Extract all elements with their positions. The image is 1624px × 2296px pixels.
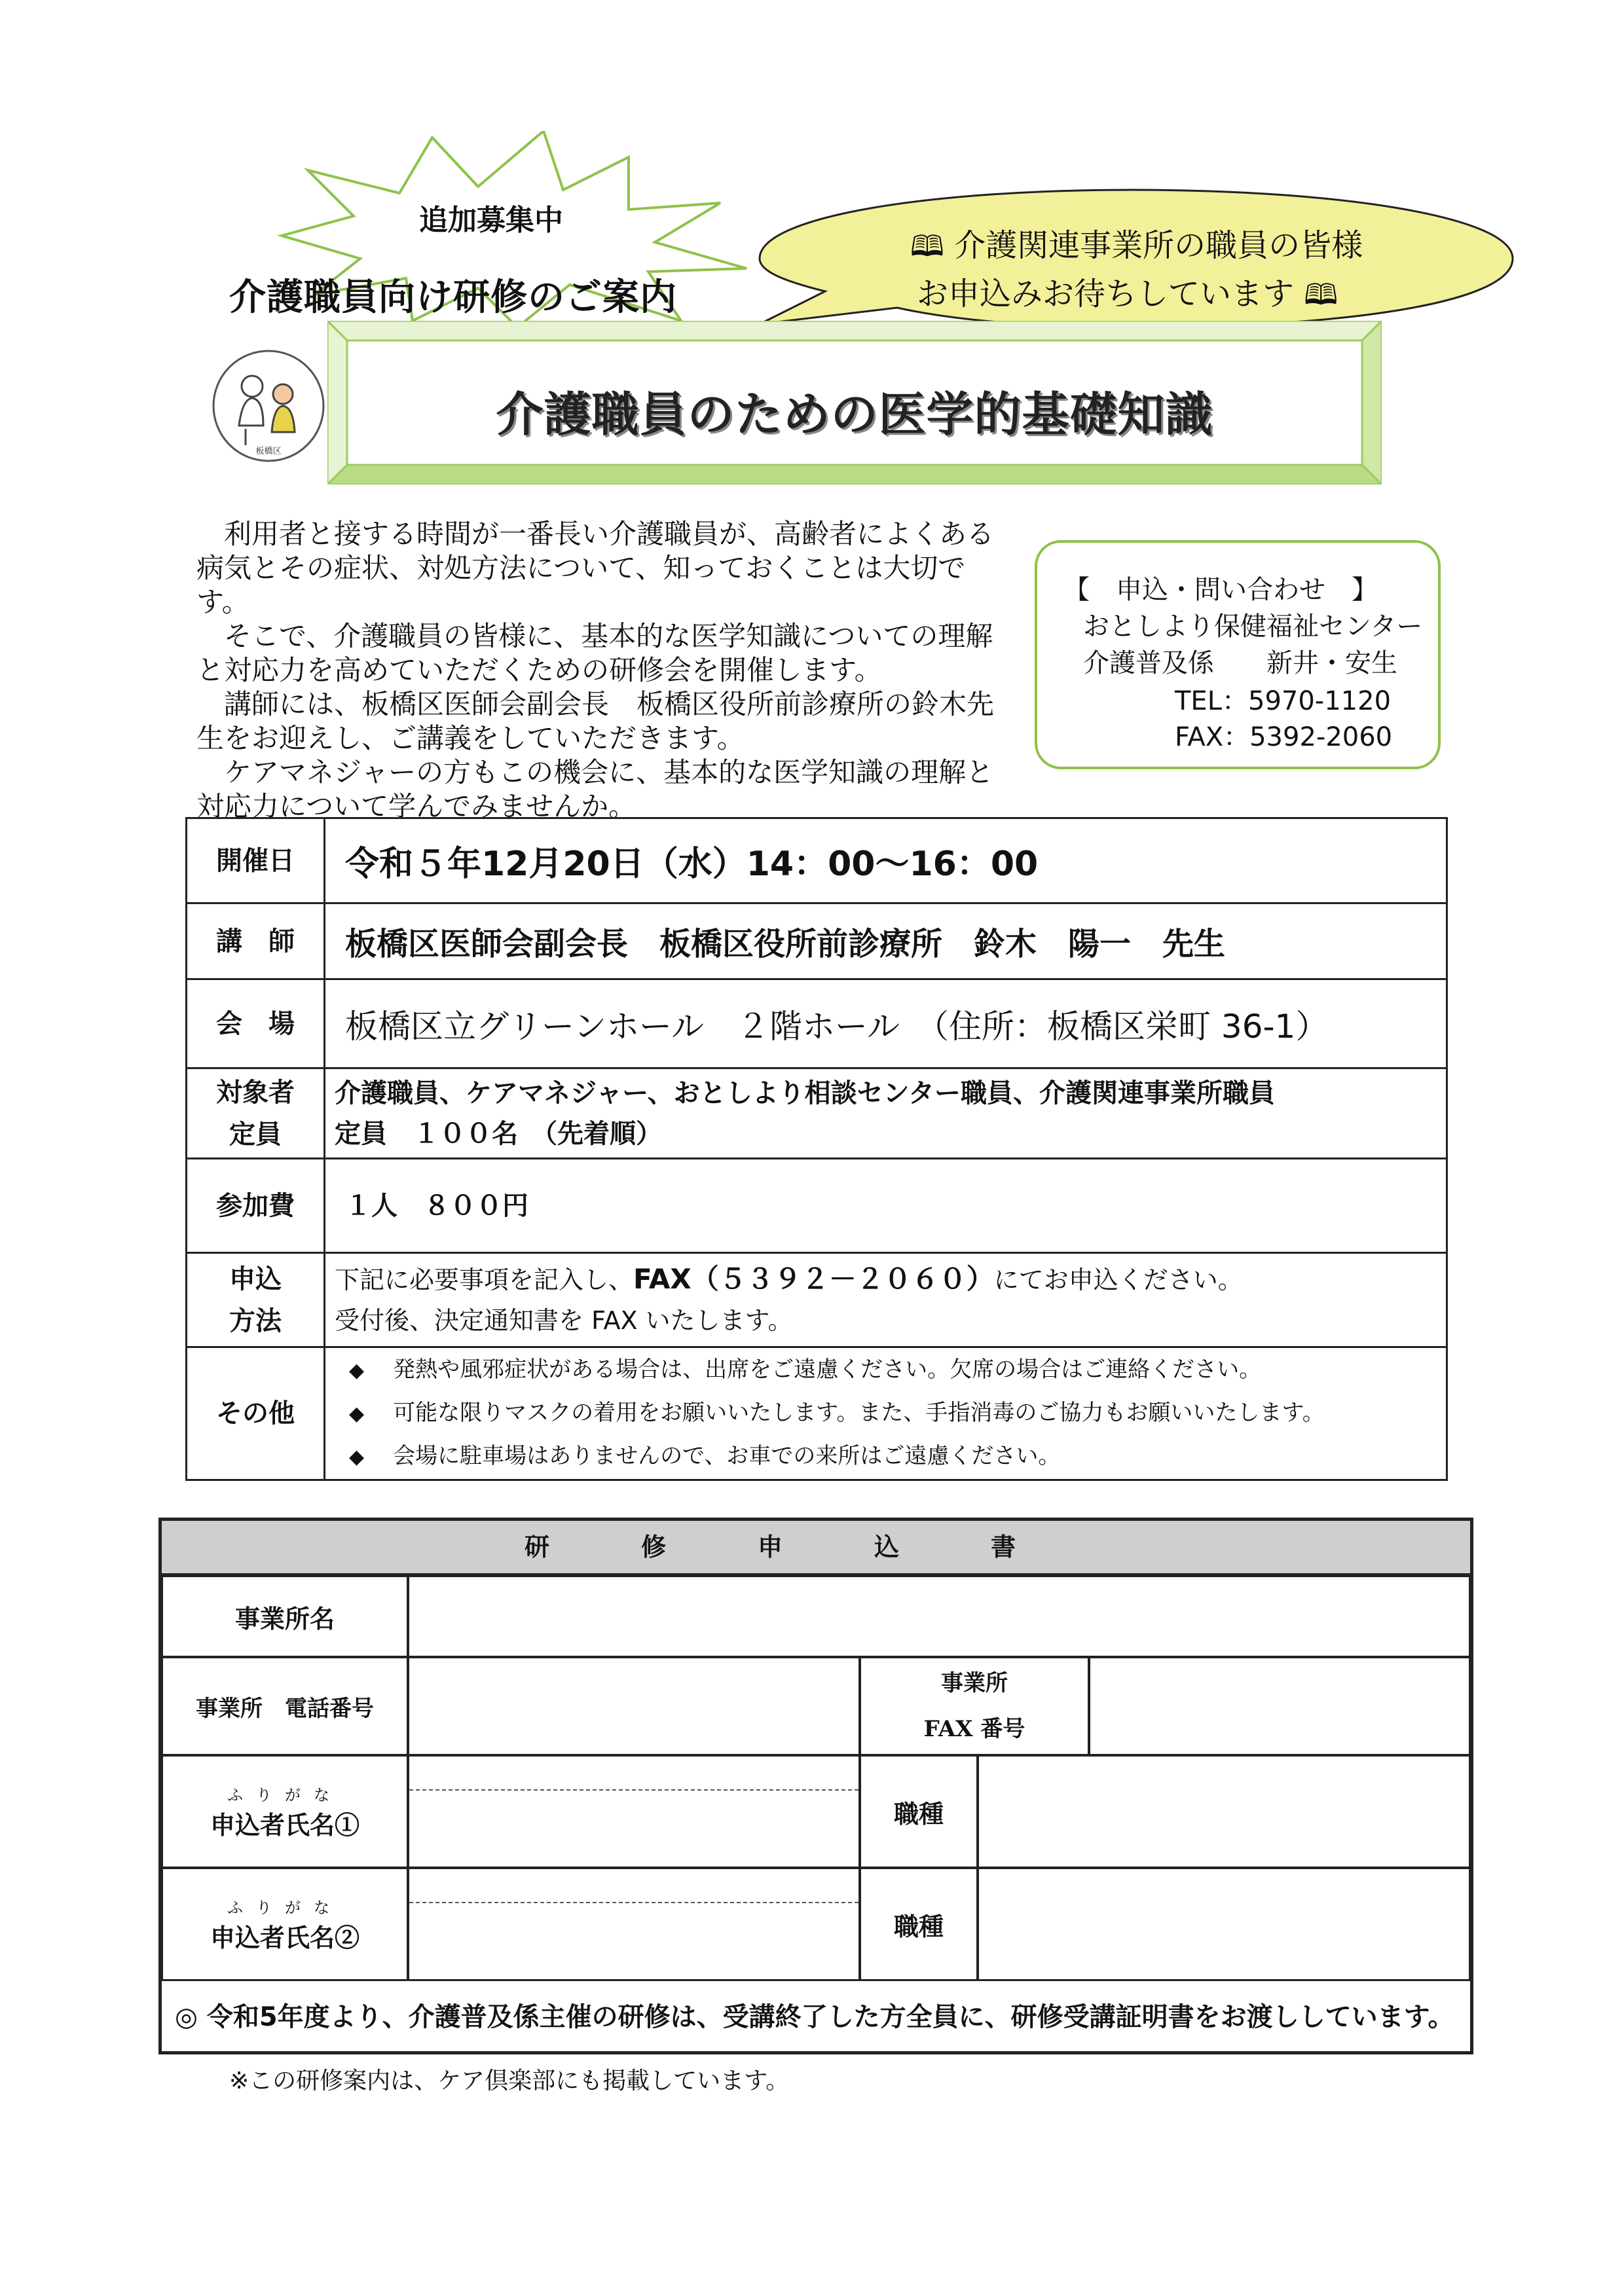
target-label — [187, 1068, 325, 1159]
applicant1-label-text: 申込者氏名① — [210, 1810, 360, 1840]
open-book-icon: 🕮 — [1304, 278, 1338, 312]
mascot-caption: 板橋区 — [255, 446, 282, 456]
info-row-method — [187, 1253, 1447, 1347]
bubble-text-1: 介護関連事業所の職員の皆様 — [954, 227, 1363, 264]
intro-paragraph — [196, 517, 1015, 824]
target-value: 介護職員、ケアマネジャー、おとしより相談センター職員、介護関連事業所職員 — [335, 1078, 1275, 1108]
date-value: 令和５年12月20日（水）14：00～16：00 — [325, 818, 1447, 903]
intro-line: 対応力について学んでみませんか。 — [196, 790, 637, 822]
office-fax-label-1: 事業所 — [941, 1670, 1008, 1696]
office-fax-label — [860, 1657, 1089, 1755]
job1-label: 職種 — [860, 1755, 978, 1868]
contact-heading: 【 申込・問い合わせ 】 — [1063, 575, 1378, 605]
intro-line: そこで、介護職員の皆様に、基本的な医学知識についての理解 — [196, 620, 993, 652]
method-line-2: 受付後、決定通知書を FAX いたします。 — [335, 1306, 793, 1335]
fee-value: １人 ８００円 — [325, 1159, 1447, 1253]
other-label: その他 — [187, 1347, 325, 1480]
diamond-bullet-icon: ◆ — [349, 1402, 365, 1425]
applicant1-name-field[interactable] — [408, 1755, 860, 1868]
job1-field[interactable] — [978, 1755, 1470, 1868]
contact-fax: FAX：5392-2060 — [1175, 722, 1393, 752]
target-label-1: 対象者 — [216, 1077, 295, 1108]
furigana-label: ふりがな — [227, 1786, 342, 1804]
applicant1-label — [162, 1755, 408, 1868]
other-list — [325, 1347, 1447, 1480]
other-item — [349, 1349, 1445, 1392]
event-info-table — [185, 817, 1448, 1481]
lecturer-label: 講 師 — [187, 903, 325, 979]
furigana-label: ふりがな — [227, 1899, 342, 1917]
method-label-1: 申込 — [229, 1264, 282, 1294]
applicant2-label-text: 申込者氏名② — [210, 1923, 360, 1952]
venue-value: 板橋区立グリーンホール ２階ホール （住所：板橋区栄町 36-1） — [325, 979, 1447, 1068]
job2-field[interactable] — [978, 1868, 1470, 1980]
application-form — [158, 1518, 1473, 2054]
other-item-text: 可能な限りマスクの着用をお願いいたします。また、手指消毒のご協力もお願いいたします。 — [393, 1400, 1325, 1426]
applicant2-name-field[interactable] — [408, 1868, 860, 1980]
diamond-bullet-icon: ◆ — [349, 1359, 365, 1382]
other-item-text: 会場に駐車場はありませんので、お車での来所はご遠慮ください。 — [393, 1443, 1061, 1469]
bubble-line-2 — [917, 268, 1338, 323]
office-fax-field[interactable] — [1089, 1657, 1470, 1755]
fee-label: 参加費 — [187, 1159, 325, 1253]
contact-org: おとしより保健福祉センター — [1083, 611, 1423, 642]
page-title: 介護職員向け研修のご案内 — [229, 276, 677, 319]
office-tel-field[interactable] — [408, 1657, 860, 1755]
office-name-label: 事業所名 — [162, 1576, 408, 1657]
contact-staff: 介護普及係 新井・安生 — [1083, 648, 1397, 678]
method-value-cell — [325, 1253, 1447, 1347]
recruiting-badge-text: 追加募集中 — [419, 204, 563, 237]
target-value-cell — [325, 1068, 1447, 1159]
date-label: 開催日 — [187, 818, 325, 903]
info-row-lecturer — [187, 903, 1447, 979]
furigana-divider — [409, 1902, 858, 1903]
intro-line: 病気とその症状、対処方法について、知っておくことは大切です。 — [196, 552, 966, 618]
intro-line: ケアマネジャーの方もこの機会に、基本的な医学知識の理解と — [196, 756, 994, 788]
certificate-note: ◎ 令和5年度より、介護普及係主催の研修は、受講終了した方全員に、研修受講証明書をお渡ししています。 — [162, 1979, 1470, 2051]
contact-tel: TEL：5970-1120 — [1175, 686, 1392, 716]
intro-line: 生をお迎えし、ご講義をしていただきます。 — [196, 722, 745, 754]
intro-line: 講師には、板橋区医師会副会長 板橋区役所前診療所の鈴木先 — [196, 688, 995, 720]
bubble-text-2: お申込みお待ちしています — [917, 276, 1295, 312]
job2-label: 職種 — [860, 1868, 978, 1980]
form-heading: 研修申込書 — [162, 1521, 1470, 1576]
furigana-divider — [409, 1789, 858, 1791]
intro-line: と対応力を高めていただくための研修会を開催します。 — [196, 654, 882, 686]
method-fax-number: FAX（５３９２－２０６０） — [633, 1263, 994, 1295]
capacity-value: 定員 １００名 （先着順） — [335, 1118, 662, 1149]
office-tel-label: 事業所 電話番号 — [162, 1657, 408, 1755]
other-item-text: 発熱や風邪症状がある場合は、出席をご遠慮ください。欠席の場合はご連絡ください。 — [393, 1357, 1262, 1383]
other-item — [349, 1435, 1445, 1478]
method-line-1 — [335, 1259, 1445, 1300]
lecturer-value: 板橋区医師会副会長 板橋区役所前診療所 鈴木 陽一 先生 — [325, 903, 1447, 979]
info-row-other — [187, 1347, 1447, 1480]
method-label — [187, 1253, 325, 1347]
info-row-target — [187, 1068, 1447, 1159]
venue-label: 会 場 — [187, 979, 325, 1068]
method-label-2: 方法 — [229, 1305, 282, 1336]
target-label-2: 定員 — [229, 1119, 282, 1150]
banner-title: 介護職員のための医学的基礎知識 — [496, 387, 1213, 442]
other-item — [349, 1392, 1445, 1435]
office-fax-label-2: FAX 番号 — [923, 1716, 1025, 1742]
info-row-venue — [187, 979, 1447, 1068]
diamond-bullet-icon: ◆ — [349, 1446, 365, 1468]
info-row-date — [187, 818, 1447, 903]
office-name-field[interactable] — [408, 1576, 1470, 1657]
open-book-icon: 🕮 — [910, 230, 944, 263]
intro-line: 利用者と接する時間が一番長い介護職員が、高齢者によくある — [196, 518, 995, 550]
method-text-a: 下記に必要事項を記入し、 — [335, 1266, 634, 1294]
method-text-c: にてお申込ください。 — [993, 1266, 1243, 1294]
bubble-line-1 — [910, 220, 1363, 274]
itabashi-mascot-logo — [210, 347, 327, 465]
info-row-fee — [187, 1159, 1447, 1253]
contact-box — [1035, 540, 1441, 769]
applicant2-label — [162, 1868, 408, 1980]
footer-note: ※この研修案内は、ケア倶楽部にも掲載しています。 — [229, 2068, 790, 2094]
